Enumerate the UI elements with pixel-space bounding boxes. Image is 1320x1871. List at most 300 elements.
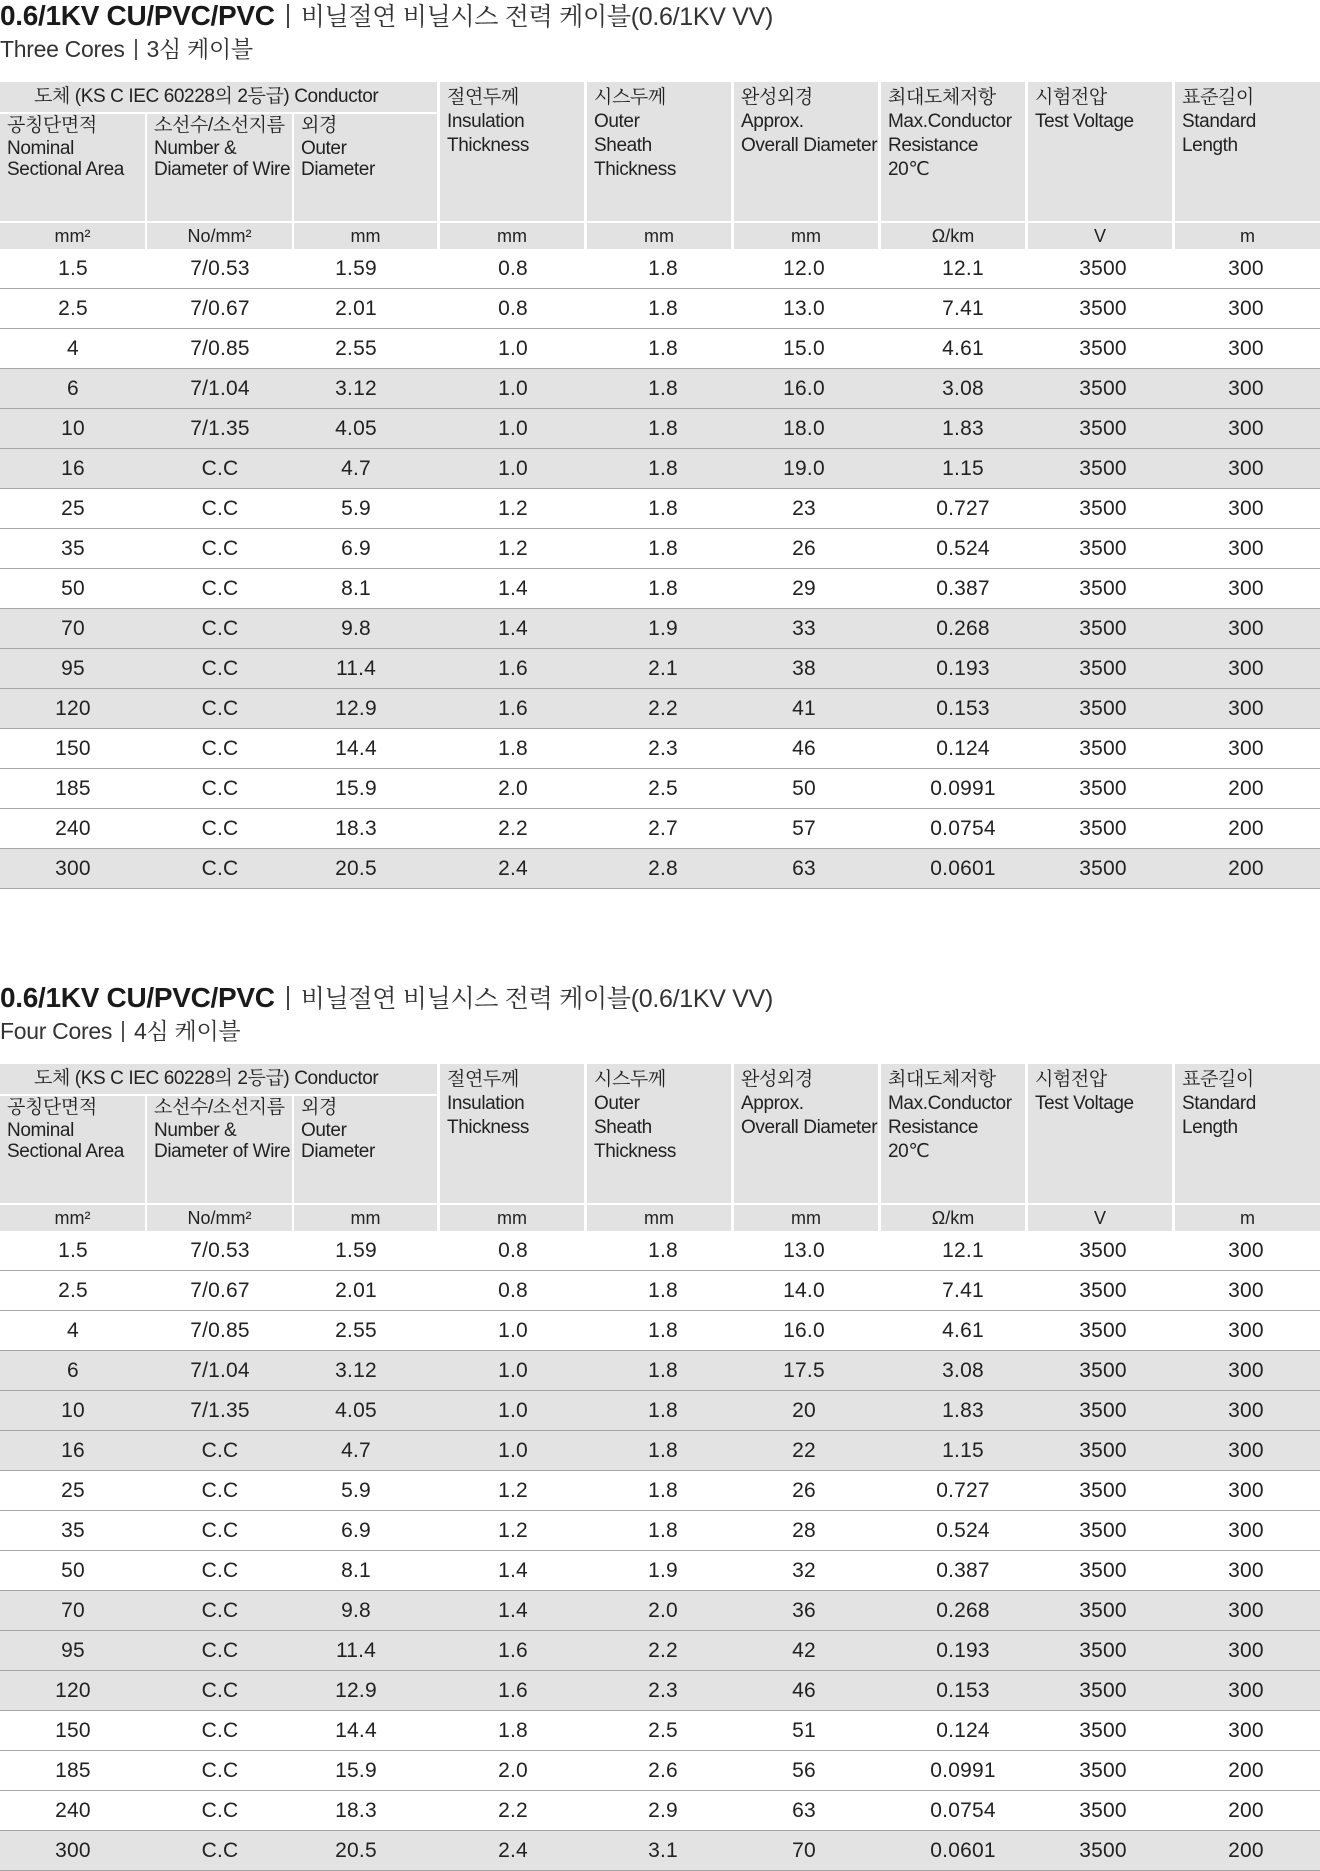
header-line: Diameter (301, 1141, 375, 1162)
cell-col-length: 300 (1228, 1279, 1264, 1302)
header-col-insulation (440, 1064, 584, 1203)
table-header (0, 1064, 1320, 1205)
cell-col-insulation: 2.4 (498, 1839, 528, 1862)
cell-col-length: 300 (1228, 497, 1264, 520)
cell-col-length: 300 (1228, 1239, 1264, 1262)
table-row (0, 809, 1320, 849)
header-col-wire (147, 1096, 292, 1203)
cell-col-voltage: 3500 (1079, 857, 1127, 880)
header-line: Resistance (888, 1117, 978, 1138)
three-cores-section (0, 0, 1320, 880)
cell-col-nominal-area: 95 (61, 657, 85, 680)
cell-col-nominal-area: 35 (61, 537, 85, 560)
cell-col-overall: 63 (792, 857, 816, 880)
header-line: 표준길이 (1182, 87, 1254, 108)
cell-col-length: 200 (1228, 817, 1264, 840)
header-line: 완성외경 (741, 1069, 813, 1090)
spec-table (0, 82, 1320, 889)
cell-col-nominal-area: 25 (61, 1479, 85, 1502)
cell-col-nominal-area: 16 (61, 1439, 85, 1462)
cell-col-overall: 13.0 (783, 297, 825, 320)
cell-col-wire: 7/1.04 (190, 1359, 250, 1382)
conductor-group-header: 도체 (KS C IEC 60228의 2등급) Conductor (0, 82, 437, 112)
header-line: Nominal (7, 1120, 74, 1141)
cell-col-resistance: 0.387 (936, 577, 990, 600)
cell-col-sheath: 2.7 (648, 817, 678, 840)
cell-col-nominal-area: 240 (55, 1799, 91, 1822)
table-body (0, 1231, 1320, 1871)
table-row (0, 1711, 1320, 1751)
cell-col-sheath: 2.5 (648, 1719, 678, 1742)
cell-col-wire: C.C (201, 1559, 239, 1582)
cell-col-sheath: 2.5 (648, 777, 678, 800)
header-line: Length (1182, 1117, 1238, 1138)
cell-col-sheath: 1.8 (648, 577, 678, 600)
cell-col-outer-diameter: 14.4 (335, 1719, 377, 1742)
cell-col-insulation: 1.6 (498, 1639, 528, 1662)
cell-col-resistance: 0.727 (936, 497, 990, 520)
header-line: Diameter of Wire (154, 159, 291, 180)
cell-col-resistance: 0.153 (936, 1679, 990, 1702)
spec-table (0, 1064, 1320, 1871)
title-separator (287, 4, 289, 28)
cell-col-resistance: 3.08 (942, 377, 984, 400)
cell-col-outer-diameter: 4.7 (341, 1439, 371, 1462)
subtitle-separator (135, 39, 137, 60)
cell-col-insulation: 0.8 (498, 297, 528, 320)
cell-col-insulation: 1.0 (498, 1439, 528, 1462)
cell-col-overall: 50 (792, 777, 816, 800)
cell-col-length: 300 (1228, 1439, 1264, 1462)
cell-col-resistance: 0.124 (936, 737, 990, 760)
header-col-nominal-area (0, 1096, 145, 1203)
cell-col-outer-diameter: 3.12 (335, 1359, 377, 1382)
subtitle-english: Four Cores (0, 1018, 113, 1044)
unit-col-sheath: mm (587, 1205, 731, 1231)
cell-col-nominal-area: 120 (55, 697, 91, 720)
header-col-voltage (1028, 82, 1172, 221)
cell-col-outer-diameter: 14.4 (335, 737, 377, 760)
table-row (0, 849, 1320, 889)
header-line: 20℃ (888, 1141, 930, 1162)
cell-col-insulation: 2.0 (498, 1759, 528, 1782)
cell-col-length: 200 (1228, 1799, 1264, 1822)
cell-col-insulation: 1.4 (498, 1599, 528, 1622)
cell-col-length: 300 (1228, 1679, 1264, 1702)
header-line: Sheath (594, 135, 652, 156)
cell-col-sheath: 1.8 (648, 1439, 678, 1462)
cell-col-outer-diameter: 12.9 (335, 697, 377, 720)
header-line: Standard (1182, 1093, 1256, 1114)
header-line: 공칭단면적 (7, 115, 97, 136)
cell-col-outer-diameter: 3.12 (335, 377, 377, 400)
table-row (0, 609, 1320, 649)
cell-col-resistance: 0.0754 (930, 817, 996, 840)
cell-col-voltage: 3500 (1079, 817, 1127, 840)
header-line: Sheath (594, 1117, 652, 1138)
header-line: Sectional Area (7, 159, 124, 180)
cell-col-length: 300 (1228, 617, 1264, 640)
table-row (0, 1511, 1320, 1551)
cell-col-insulation: 1.6 (498, 1679, 528, 1702)
cell-col-length: 300 (1228, 1559, 1264, 1582)
cell-col-wire: 7/0.67 (190, 297, 250, 320)
cell-col-nominal-area: 300 (55, 1839, 91, 1862)
cell-col-length: 200 (1228, 1839, 1264, 1862)
cell-col-nominal-area: 6 (67, 1359, 79, 1382)
cell-col-overall: 26 (792, 1479, 816, 1502)
cell-col-insulation: 1.0 (498, 417, 528, 440)
header-col-voltage (1028, 1064, 1172, 1203)
header-line: Outer (301, 1120, 347, 1141)
cell-col-sheath: 1.9 (648, 617, 678, 640)
cell-col-outer-diameter: 1.59 (335, 257, 377, 280)
cell-col-insulation: 1.8 (498, 737, 528, 760)
cell-col-length: 300 (1228, 1319, 1264, 1342)
cell-col-resistance: 0.524 (936, 1519, 990, 1542)
cell-col-resistance: 0.387 (936, 1559, 990, 1582)
cell-col-resistance: 1.83 (942, 417, 984, 440)
cell-col-overall: 20 (792, 1399, 816, 1422)
cell-col-length: 300 (1228, 577, 1264, 600)
table-row (0, 769, 1320, 809)
header-line: Diameter (301, 159, 375, 180)
unit-col-voltage: V (1028, 1205, 1172, 1231)
cell-col-wire: 7/1.35 (190, 1399, 250, 1422)
title-korean: 비닐절연 비닐시스 전력 케이블(0.6/1KV VV) (300, 3, 773, 31)
header-line: Sectional Area (7, 1141, 124, 1162)
cell-col-resistance: 3.08 (942, 1359, 984, 1382)
table-row (0, 289, 1320, 329)
table-row (0, 1231, 1320, 1271)
cell-col-voltage: 3500 (1079, 457, 1127, 480)
header-line: Nominal (7, 138, 74, 159)
cell-col-wire: C.C (201, 697, 239, 720)
cell-col-wire: 7/0.53 (190, 257, 250, 280)
cell-col-outer-diameter: 4.05 (335, 417, 377, 440)
unit-col-sheath: mm (587, 223, 731, 249)
header-line: Thickness (594, 1141, 676, 1162)
cell-col-overall: 70 (792, 1839, 816, 1862)
cell-col-voltage: 3500 (1079, 577, 1127, 600)
unit-col-overall: mm (734, 1205, 878, 1231)
cell-col-wire: C.C (201, 817, 239, 840)
cell-col-overall: 15.0 (783, 337, 825, 360)
header-col-length (1175, 82, 1320, 221)
table-row (0, 1751, 1320, 1791)
cell-col-resistance: 12.1 (942, 257, 984, 280)
header-line: Resistance (888, 135, 978, 156)
unit-col-length: m (1175, 1205, 1320, 1231)
table-row (0, 1391, 1320, 1431)
conductor-group-header: 도체 (KS C IEC 60228의 2등급) Conductor (0, 1064, 437, 1094)
cell-col-insulation: 1.6 (498, 697, 528, 720)
four-cores-section (0, 982, 1320, 1862)
cell-col-length: 300 (1228, 657, 1264, 680)
cell-col-length: 300 (1228, 1359, 1264, 1382)
cell-col-insulation: 0.8 (498, 1279, 528, 1302)
title-korean: 비닐절연 비닐시스 전력 케이블(0.6/1KV VV) (300, 985, 773, 1013)
cell-col-sheath: 2.3 (648, 1679, 678, 1702)
header-col-resistance (881, 1064, 1025, 1203)
cell-col-wire: C.C (201, 457, 239, 480)
cell-col-length: 200 (1228, 857, 1264, 880)
cell-col-voltage: 3500 (1079, 1239, 1127, 1262)
cell-col-resistance: 12.1 (942, 1239, 984, 1262)
cell-col-wire: C.C (201, 657, 239, 680)
cell-col-nominal-area: 70 (61, 1599, 85, 1622)
cell-col-insulation: 1.8 (498, 1719, 528, 1742)
cell-col-length: 300 (1228, 257, 1264, 280)
cell-col-length: 300 (1228, 337, 1264, 360)
cell-col-outer-diameter: 2.55 (335, 337, 377, 360)
cell-col-resistance: 4.61 (942, 337, 984, 360)
cell-col-voltage: 3500 (1079, 1839, 1127, 1862)
cell-col-resistance: 0.0601 (930, 1839, 996, 1862)
cell-col-voltage: 3500 (1079, 697, 1127, 720)
table-row (0, 1631, 1320, 1671)
cell-col-sheath: 1.8 (648, 1399, 678, 1422)
header-line: 시험전압 (1035, 1069, 1107, 1090)
cell-col-voltage: 3500 (1079, 777, 1127, 800)
cell-col-sheath: 1.8 (648, 297, 678, 320)
header-line: Insulation (447, 1093, 525, 1114)
cell-col-length: 300 (1228, 1719, 1264, 1742)
cell-col-overall: 14.0 (783, 1279, 825, 1302)
cell-col-length: 300 (1228, 1479, 1264, 1502)
cell-col-nominal-area: 10 (61, 417, 85, 440)
unit-col-voltage: V (1028, 223, 1172, 249)
cell-col-wire: C.C (201, 537, 239, 560)
cell-col-overall: 13.0 (783, 1239, 825, 1262)
header-col-resistance (881, 82, 1025, 221)
cell-col-wire: 7/1.04 (190, 377, 250, 400)
header-col-wire (147, 114, 292, 221)
cell-col-voltage: 3500 (1079, 1519, 1127, 1542)
cell-col-outer-diameter: 1.59 (335, 1239, 377, 1262)
cell-col-overall: 41 (792, 697, 816, 720)
header-line: 소선수/소선지름 (154, 1097, 285, 1118)
cell-col-outer-diameter: 6.9 (341, 1519, 371, 1542)
table-row (0, 1471, 1320, 1511)
cell-col-voltage: 3500 (1079, 1279, 1127, 1302)
cell-col-resistance: 0.0754 (930, 1799, 996, 1822)
header-line: 공칭단면적 (7, 1097, 97, 1118)
header-line: 외경 (301, 1097, 337, 1118)
cell-col-wire: C.C (201, 577, 239, 600)
cell-col-overall: 22 (792, 1439, 816, 1462)
cell-col-nominal-area: 240 (55, 817, 91, 840)
cell-col-resistance: 0.0601 (930, 857, 996, 880)
cell-col-wire: C.C (201, 1799, 239, 1822)
cell-col-nominal-area: 2.5 (58, 1279, 88, 1302)
cell-col-sheath: 2.8 (648, 857, 678, 880)
header-line: 시험전압 (1035, 87, 1107, 108)
section-title (0, 982, 1320, 1014)
cell-col-resistance: 7.41 (942, 1279, 984, 1302)
cell-col-resistance: 0.0991 (930, 777, 996, 800)
unit-col-length: m (1175, 223, 1320, 249)
cell-col-wire: C.C (201, 497, 239, 520)
cell-col-voltage: 3500 (1079, 1559, 1127, 1582)
header-line: Diameter of Wire (154, 1141, 291, 1162)
cell-col-outer-diameter: 4.05 (335, 1399, 377, 1422)
title-model: 0.6/1KV CU/PVC/PVC (0, 982, 275, 1013)
unit-col-wire: No/mm² (147, 1205, 292, 1231)
cell-col-overall: 42 (792, 1639, 816, 1662)
table-row (0, 1791, 1320, 1831)
cell-col-resistance: 0.727 (936, 1479, 990, 1502)
header-col-insulation (440, 82, 584, 221)
cell-col-nominal-area: 25 (61, 497, 85, 520)
cell-col-nominal-area: 185 (55, 1759, 91, 1782)
cell-col-insulation: 1.4 (498, 1559, 528, 1582)
table-row (0, 1831, 1320, 1871)
cell-col-outer-diameter: 2.01 (335, 1279, 377, 1302)
cell-col-voltage: 3500 (1079, 1679, 1127, 1702)
cell-col-sheath: 1.8 (648, 337, 678, 360)
cell-col-insulation: 2.0 (498, 777, 528, 800)
cell-col-sheath: 1.8 (648, 457, 678, 480)
cell-col-outer-diameter: 20.5 (335, 1839, 377, 1862)
section-subtitle (0, 1014, 1320, 1048)
table-row (0, 369, 1320, 409)
unit-col-outer-diameter: mm (294, 1205, 437, 1231)
cell-col-resistance: 0.124 (936, 1719, 990, 1742)
cell-col-outer-diameter: 6.9 (341, 537, 371, 560)
header-line: 시스두께 (594, 87, 666, 108)
table-row (0, 529, 1320, 569)
header-line: Approx. (741, 111, 804, 132)
units-row (0, 223, 1320, 249)
cell-col-voltage: 3500 (1079, 617, 1127, 640)
cell-col-sheath: 1.8 (648, 377, 678, 400)
cell-col-insulation: 1.2 (498, 497, 528, 520)
cell-col-insulation: 1.2 (498, 1479, 528, 1502)
table-row (0, 1591, 1320, 1631)
section-title (0, 0, 1320, 32)
cell-col-length: 200 (1228, 1759, 1264, 1782)
cell-col-overall: 51 (792, 1719, 816, 1742)
cell-col-outer-diameter: 9.8 (341, 617, 371, 640)
cell-col-insulation: 1.2 (498, 537, 528, 560)
cell-col-insulation: 1.4 (498, 617, 528, 640)
cell-col-overall: 32 (792, 1559, 816, 1582)
cell-col-resistance: 0.193 (936, 1639, 990, 1662)
cell-col-overall: 33 (792, 617, 816, 640)
cell-col-overall: 46 (792, 737, 816, 760)
header-line: 20℃ (888, 159, 930, 180)
cell-col-nominal-area: 185 (55, 777, 91, 800)
cell-col-outer-diameter: 11.4 (335, 657, 377, 680)
cell-col-wire: 7/0.53 (190, 1239, 250, 1262)
header-line: Overall Diameter (741, 135, 878, 156)
cell-col-outer-diameter: 4.7 (341, 457, 371, 480)
cell-col-insulation: 1.6 (498, 657, 528, 680)
cell-col-nominal-area: 10 (61, 1399, 85, 1422)
cell-col-overall: 19.0 (783, 457, 825, 480)
header-line: Number & (154, 138, 237, 159)
cell-col-outer-diameter: 18.3 (335, 817, 377, 840)
cell-col-nominal-area: 1.5 (58, 1239, 88, 1262)
cell-col-voltage: 3500 (1079, 1799, 1127, 1822)
cell-col-resistance: 0.268 (936, 1599, 990, 1622)
cell-col-outer-diameter: 11.4 (335, 1639, 377, 1662)
cell-col-insulation: 0.8 (498, 1239, 528, 1262)
cell-col-length: 300 (1228, 377, 1264, 400)
cell-col-voltage: 3500 (1079, 1479, 1127, 1502)
cell-col-insulation: 2.2 (498, 817, 528, 840)
cell-col-wire: C.C (201, 1439, 239, 1462)
unit-col-resistance: Ω/km (881, 1205, 1025, 1231)
cell-col-voltage: 3500 (1079, 297, 1127, 320)
cell-col-resistance: 0.0991 (930, 1759, 996, 1782)
cell-col-sheath: 1.8 (648, 1359, 678, 1382)
header-col-outer-diameter (294, 114, 437, 221)
cell-col-insulation: 2.2 (498, 1799, 528, 1822)
cell-col-wire: C.C (201, 1759, 239, 1782)
header-line: Max.Conductor (888, 111, 1012, 132)
cell-col-nominal-area: 95 (61, 1639, 85, 1662)
cell-col-length: 200 (1228, 777, 1264, 800)
cell-col-sheath: 2.2 (648, 697, 678, 720)
subtitle-english: Three Cores (0, 36, 125, 62)
cell-col-wire: 7/0.85 (190, 1319, 250, 1342)
cell-col-insulation: 1.0 (498, 337, 528, 360)
cell-col-insulation: 1.0 (498, 457, 528, 480)
cell-col-resistance: 0.524 (936, 537, 990, 560)
table-row (0, 449, 1320, 489)
cell-col-voltage: 3500 (1079, 257, 1127, 280)
table-row (0, 689, 1320, 729)
table-row (0, 1431, 1320, 1471)
cell-col-wire: 7/1.35 (190, 417, 250, 440)
cell-col-voltage: 3500 (1079, 417, 1127, 440)
header-col-sheath (587, 1064, 731, 1203)
header-line: Insulation (447, 111, 525, 132)
cell-col-wire: C.C (201, 737, 239, 760)
cell-col-insulation: 1.0 (498, 1319, 528, 1342)
cell-col-overall: 46 (792, 1679, 816, 1702)
cell-col-overall: 26 (792, 537, 816, 560)
cell-col-nominal-area: 4 (67, 337, 79, 360)
cell-col-voltage: 3500 (1079, 1439, 1127, 1462)
unit-col-wire: No/mm² (147, 223, 292, 249)
header-col-length (1175, 1064, 1320, 1203)
header-col-nominal-area (0, 114, 145, 221)
cell-col-voltage: 3500 (1079, 657, 1127, 680)
cell-col-outer-diameter: 2.01 (335, 297, 377, 320)
header-line: 완성외경 (741, 87, 813, 108)
cell-col-length: 300 (1228, 297, 1264, 320)
cell-col-sheath: 2.2 (648, 1639, 678, 1662)
cell-col-outer-diameter: 15.9 (335, 1759, 377, 1782)
cell-col-voltage: 3500 (1079, 537, 1127, 560)
cell-col-resistance: 0.268 (936, 617, 990, 640)
cell-col-nominal-area: 300 (55, 857, 91, 880)
cell-col-sheath: 1.8 (648, 1519, 678, 1542)
cell-col-wire: 7/0.67 (190, 1279, 250, 1302)
cell-col-sheath: 2.9 (648, 1799, 678, 1822)
header-line: 외경 (301, 115, 337, 136)
units-row (0, 1205, 1320, 1231)
cell-col-outer-diameter: 20.5 (335, 857, 377, 880)
header-line: Outer (594, 1093, 640, 1114)
unit-col-overall: mm (734, 223, 878, 249)
cell-col-nominal-area: 70 (61, 617, 85, 640)
header-line: 절연두께 (447, 87, 519, 108)
cell-col-sheath: 1.8 (648, 1279, 678, 1302)
